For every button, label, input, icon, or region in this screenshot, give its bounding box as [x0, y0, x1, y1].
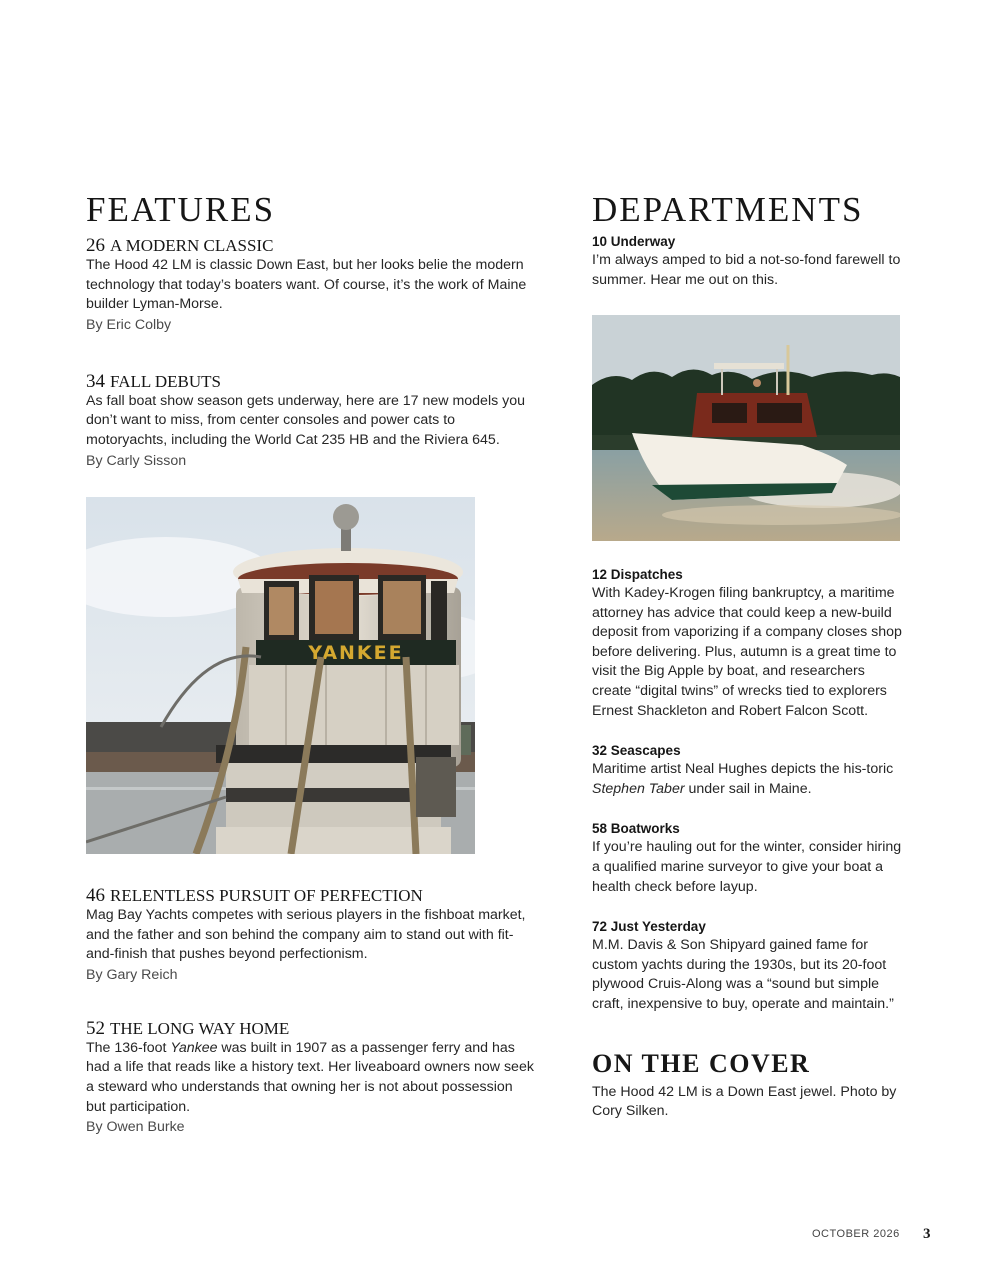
feature-description: Mag Bay Yachts competes with serious players in the fishboat market, and the father and son behind the company aim to stand out with fit-and-finish that pushes beyond perfectionism. [86, 907, 526, 963]
feature-title: FALL DEBUTS [110, 371, 221, 391]
feature-page-number: 34 [86, 370, 105, 392]
hood-42-boat-photo [592, 315, 900, 541]
department-title: 10 Underway [592, 234, 676, 249]
yankee-sign-text: YANKEE [308, 642, 404, 664]
department-description: If you’re hauling out for the winter, consider hiring a qualified marine surveyor to give your boat a health check before layup. [592, 839, 902, 895]
feature-byline: By Owen Burke [86, 1119, 185, 1136]
page-number: 3 [923, 1226, 931, 1242]
department-title: 58 Boatworks [592, 821, 680, 837]
department-description: With Kadey-Krogen filing bankruptcy, a maritime attorney has advice that could keep a new-build deposit from vaporizing if a company closes shop before delivering. Plus, autumn is a great time to visit the Big Apple by boat, and researchers create “digital twins” of wrecks tied to explorers Ernest Shackleton and Robert Falcon Scott. [592, 585, 902, 719]
department-title: 72 Just Yesterday [592, 919, 706, 935]
cover-description: The Hood 42 LM is a Down East jewel. Photo by Cory Silken. [592, 1083, 897, 1120]
feature-byline: By Eric Colby [86, 316, 172, 333]
department-item [592, 741, 902, 799]
department-description: M.M. Davis & Son Shipyard gained fame for custom yachts during the 1930s, but its 20-foot plywood Cruis-Along was a “sound but simple craft, inexpensive to buy, operate and maintain.” [592, 937, 894, 1012]
feature-page-number: 52 [86, 1017, 105, 1039]
departments-heading: DEPARTMENTS [592, 190, 864, 229]
feature-item [86, 372, 536, 471]
feature-page-number: 26 [86, 235, 105, 256]
feature-byline: By Carly Sisson [86, 452, 187, 469]
department-item [592, 565, 902, 721]
cover-section [592, 1049, 902, 1122]
department-item [592, 819, 902, 897]
feature-title: A MODERN CLASSIC [110, 236, 274, 255]
features-column [86, 190, 536, 471]
feature-description: As fall boat show season gets underway, here are 17 new models you don’t want to miss, from center consoles and power cats to motoryachts, including the World Cat 235 HB and the Riviera 645. [86, 392, 526, 448]
department-item [592, 917, 902, 1014]
features-column-lower [86, 886, 536, 1137]
feature-item [86, 236, 536, 335]
feature-title: RELENTLESS PURSUIT OF PERFECTION [110, 886, 423, 905]
department-description: Maritime artist Neal Hughes depicts the his-toric Stephen Taber under sail in Maine. [592, 761, 894, 797]
departments-column [592, 190, 902, 290]
feature-item [86, 886, 536, 985]
feature-description: The 136-foot Yankee was built in 1907 as a passenger ferry and has had a life that reads like a history text. Her liveaboard owners now seek a steward who understands that owning her is not about possession but participation. [86, 1039, 534, 1115]
issue-date: OCTOBER 2026 [812, 1228, 900, 1240]
department-title: 32 Seascapes [592, 743, 681, 759]
feature-byline: By Gary Reich [86, 966, 178, 983]
feature-page-number: 46 [86, 885, 105, 906]
department-item [592, 232, 902, 290]
feature-title: THE LONG WAY HOME [110, 1018, 290, 1038]
feature-description: The Hood 42 LM is classic Down East, but her looks belie the modern technology that today’s boaters want. Of course, it’s the work of Maine builder Lyman-Morse. [86, 257, 527, 313]
departments-column-lower [592, 565, 902, 1122]
department-description: I’m always amped to bid a not-so-fond farewell to summer. Hear me out on this. [592, 252, 901, 288]
features-heading: FEATURES [86, 190, 276, 229]
cover-heading: ON THE COVER [592, 1048, 811, 1078]
department-title: 12 Dispatches [592, 567, 683, 582]
feature-item [86, 1019, 536, 1137]
yankee-ferry-photo [86, 497, 475, 854]
